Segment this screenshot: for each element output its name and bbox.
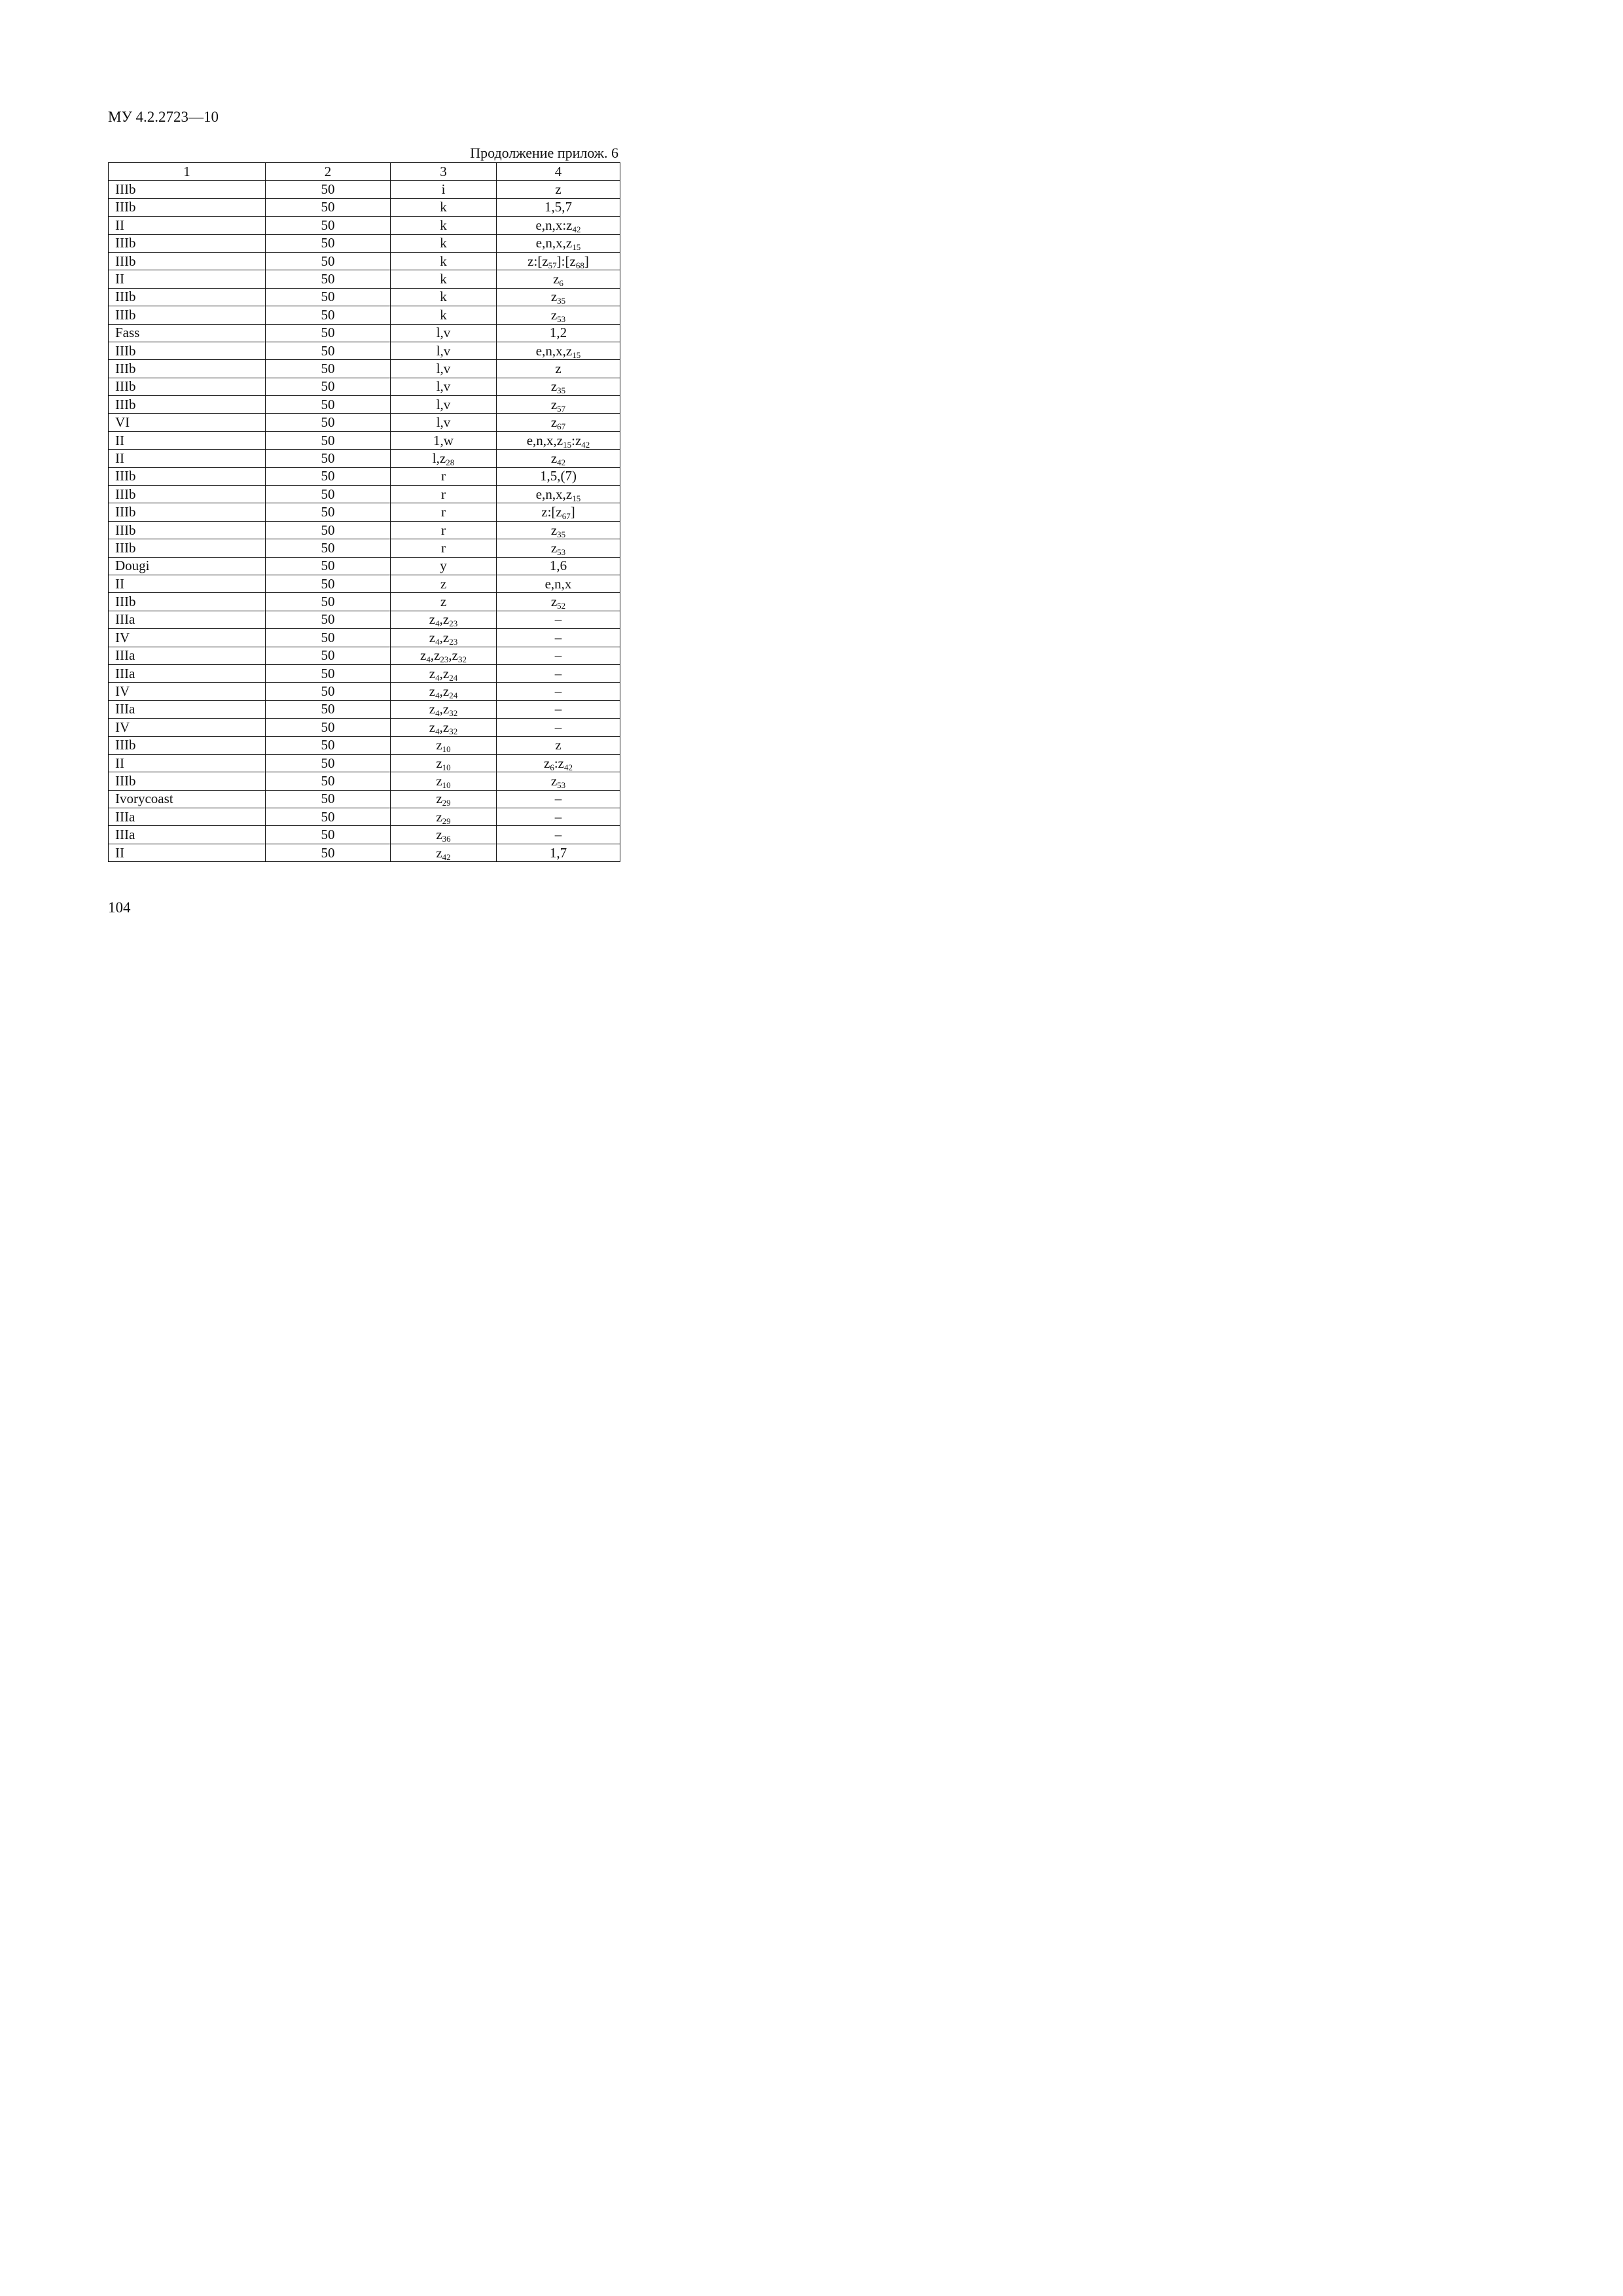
table-row xyxy=(109,629,620,647)
serogroup-cell: 50 xyxy=(266,700,391,718)
phase1-cell: $z_{29}$ xyxy=(391,808,497,826)
phase1-cell: $z_{10}$ xyxy=(391,754,497,772)
phase2-cell: $z:[z_{67}]$ xyxy=(497,503,620,521)
phase2-cell: – xyxy=(497,647,620,664)
serogroup-cell: 50 xyxy=(266,664,391,682)
group-cell: II xyxy=(109,575,266,592)
table-row xyxy=(109,808,620,826)
phase2-cell: z xyxy=(497,181,620,198)
group-cell: IIIb xyxy=(109,342,266,359)
phase2-cell: – xyxy=(497,808,620,826)
serogroup-cell: 50 xyxy=(266,414,391,431)
column-header-2: 2 xyxy=(266,163,391,181)
serogroup-cell: 50 xyxy=(266,808,391,826)
phase2-cell: $e,n,x,z_{15}:z_{42}$ xyxy=(497,431,620,449)
table-row xyxy=(109,790,620,808)
column-header-1: 1 xyxy=(109,163,266,181)
phase2-cell: – xyxy=(497,700,620,718)
group-cell: IIIa xyxy=(109,611,266,628)
phase1-cell: $z_{36}$ xyxy=(391,826,497,844)
group-cell: II xyxy=(109,450,266,467)
phase1-cell: l,v xyxy=(391,360,497,378)
phase1-cell: l,v xyxy=(391,378,497,395)
table-row xyxy=(109,575,620,592)
serogroup-cell: 50 xyxy=(266,234,391,252)
phase2-cell: 1,5,(7) xyxy=(497,467,620,485)
phase1-cell: 1,w xyxy=(391,431,497,449)
serogroup-cell: 50 xyxy=(266,181,391,198)
group-cell: II xyxy=(109,270,266,288)
serogroup-cell: 50 xyxy=(266,431,391,449)
group-cell: Fass xyxy=(109,324,266,342)
group-cell: II xyxy=(109,217,266,234)
serogroup-cell: 50 xyxy=(266,754,391,772)
table-row xyxy=(109,198,620,216)
group-cell: IIIb xyxy=(109,736,266,754)
phase2-cell: e,n,x xyxy=(497,575,620,592)
group-cell: IIIb xyxy=(109,396,266,414)
table-row xyxy=(109,360,620,378)
phase2-cell: $z_{35}$ xyxy=(497,521,620,539)
group-cell: IIIb xyxy=(109,252,266,270)
group-cell: IIIb xyxy=(109,378,266,395)
phase2-cell: $z_6$ xyxy=(497,270,620,288)
group-cell: II xyxy=(109,431,266,449)
group-cell: IIIb xyxy=(109,234,266,252)
phase1-cell: k xyxy=(391,252,497,270)
phase2-cell: – xyxy=(497,629,620,647)
phase2-cell: $z_{52}$ xyxy=(497,593,620,611)
serogroup-cell: 50 xyxy=(266,772,391,790)
table-caption: Продолжение прилож. 6 xyxy=(470,145,618,161)
phase2-cell: $e,n,x,z_{15}$ xyxy=(497,486,620,503)
phase1-cell: $z_4,z_{32}$ xyxy=(391,700,497,718)
serogroup-cell: 50 xyxy=(266,736,391,754)
serogroup-cell: 50 xyxy=(266,360,391,378)
table-row xyxy=(109,826,620,844)
phase1-cell: $z_4,z_{24}$ xyxy=(391,664,497,682)
table-row xyxy=(109,557,620,575)
group-cell: IIIa xyxy=(109,700,266,718)
table-row xyxy=(109,611,620,628)
table-row xyxy=(109,844,620,861)
table-row xyxy=(109,664,620,682)
phase1-cell: $z_{42}$ xyxy=(391,844,497,861)
serogroup-cell: 50 xyxy=(266,790,391,808)
group-cell: IIIb xyxy=(109,467,266,485)
group-cell: IV xyxy=(109,629,266,647)
phase1-cell: r xyxy=(391,539,497,557)
serogroup-cell: 50 xyxy=(266,844,391,861)
table-row xyxy=(109,683,620,700)
group-cell: IIIb xyxy=(109,503,266,521)
serogroup-cell: 50 xyxy=(266,198,391,216)
serogroup-cell: 50 xyxy=(266,575,391,592)
phase2-cell: $z:[z_{57}]:[z_{68}]$ xyxy=(497,252,620,270)
group-cell: IV xyxy=(109,719,266,736)
serogroup-cell: 50 xyxy=(266,450,391,467)
phase1-cell: k xyxy=(391,198,497,216)
group-cell: IIIb xyxy=(109,593,266,611)
phase1-cell: l,v xyxy=(391,396,497,414)
document-code: МУ 4.2.2723—10 xyxy=(108,109,219,125)
table-row xyxy=(109,324,620,342)
table-row xyxy=(109,772,620,790)
serogroup-cell: 50 xyxy=(266,521,391,539)
column-header-3: 3 xyxy=(391,163,497,181)
group-cell: II xyxy=(109,754,266,772)
phase2-cell: – xyxy=(497,719,620,736)
table-row xyxy=(109,252,620,270)
table-row xyxy=(109,396,620,414)
phase2-cell: – xyxy=(497,611,620,628)
phase2-cell: $e,n,x:z_{42}$ xyxy=(497,217,620,234)
table-row xyxy=(109,736,620,754)
phase2-cell: $z_{42}$ xyxy=(497,450,620,467)
group-cell: IIIb xyxy=(109,521,266,539)
serogroup-cell: 50 xyxy=(266,486,391,503)
serogroup-cell: 50 xyxy=(266,288,391,306)
table-row xyxy=(109,234,620,252)
serogroup-cell: 50 xyxy=(266,270,391,288)
phase1-cell: k xyxy=(391,234,497,252)
table-row xyxy=(109,181,620,198)
phase1-cell: $z_{10}$ xyxy=(391,736,497,754)
phase1-cell: k xyxy=(391,270,497,288)
table-row xyxy=(109,342,620,359)
serogroup-cell: 50 xyxy=(266,593,391,611)
phase1-cell: r xyxy=(391,467,497,485)
phase1-cell: z xyxy=(391,575,497,592)
serogroup-cell: 50 xyxy=(266,467,391,485)
table-row xyxy=(109,521,620,539)
phase1-cell: l,v xyxy=(391,414,497,431)
serogroup-cell: 50 xyxy=(266,503,391,521)
phase1-cell: k xyxy=(391,288,497,306)
phase1-cell: $z_4,z_{23},z_{32}$ xyxy=(391,647,497,664)
serogroup-cell: 50 xyxy=(266,647,391,664)
column-header-4: 4 xyxy=(497,163,620,181)
serogroup-cell: 50 xyxy=(266,611,391,628)
phase2-cell: z xyxy=(497,736,620,754)
phase1-cell: r xyxy=(391,486,497,503)
phase1-cell: r xyxy=(391,521,497,539)
phase1-cell: $z_4,z_{32}$ xyxy=(391,719,497,736)
table-row xyxy=(109,719,620,736)
phase1-cell: $z_4,z_{23}$ xyxy=(391,629,497,647)
table-row xyxy=(109,288,620,306)
phase2-cell: – xyxy=(497,790,620,808)
phase1-cell: $z_4,z_{24}$ xyxy=(391,683,497,700)
serogroup-cell: 50 xyxy=(266,217,391,234)
group-cell: IIIb xyxy=(109,306,266,324)
group-cell: IIIa xyxy=(109,647,266,664)
phase2-cell: $z_{35}$ xyxy=(497,288,620,306)
phase1-cell: l,v xyxy=(391,342,497,359)
table-row xyxy=(109,450,620,467)
serogroup-cell: 50 xyxy=(266,719,391,736)
group-cell: IIIb xyxy=(109,486,266,503)
serogroup-cell: 50 xyxy=(266,539,391,557)
table-row xyxy=(109,270,620,288)
phase1-cell: r xyxy=(391,503,497,521)
table-row xyxy=(109,306,620,324)
group-cell: IIIa xyxy=(109,826,266,844)
phase2-cell: $z_{57}$ xyxy=(497,396,620,414)
group-cell: IIIb xyxy=(109,198,266,216)
phase1-cell: z xyxy=(391,593,497,611)
table-row xyxy=(109,593,620,611)
table-body xyxy=(109,163,620,862)
group-cell: IIIb xyxy=(109,181,266,198)
phase2-cell: $z_{53}$ xyxy=(497,772,620,790)
table-row xyxy=(109,467,620,485)
phase2-cell: $z_{35}$ xyxy=(497,378,620,395)
table-row xyxy=(109,539,620,557)
phase2-cell: 1,6 xyxy=(497,557,620,575)
table-row xyxy=(109,754,620,772)
table-row xyxy=(109,647,620,664)
serogroup-cell: 50 xyxy=(266,683,391,700)
serogroup-cell: 50 xyxy=(266,324,391,342)
phase2-cell: $e,n,x,z_{15}$ xyxy=(497,342,620,359)
phase2-cell: $z_{53}$ xyxy=(497,539,620,557)
phase1-cell: $z_{10}$ xyxy=(391,772,497,790)
table-row xyxy=(109,431,620,449)
phase2-cell: $z_6:z_{42}$ xyxy=(497,754,620,772)
page-number: 104 xyxy=(108,899,131,916)
phase2-cell: 1,5,7 xyxy=(497,198,620,216)
serogroup-cell: 50 xyxy=(266,826,391,844)
group-cell: IIIb xyxy=(109,772,266,790)
group-cell: IIIa xyxy=(109,664,266,682)
table-row xyxy=(109,217,620,234)
phase1-cell: $z_4,z_{23}$ xyxy=(391,611,497,628)
phase2-cell: $e,n,x,z_{15}$ xyxy=(497,234,620,252)
phase1-cell: k xyxy=(391,306,497,324)
group-cell: VI xyxy=(109,414,266,431)
phase2-cell: 1,7 xyxy=(497,844,620,861)
table-header-row xyxy=(109,163,620,181)
serogroup-cell: 50 xyxy=(266,557,391,575)
phase1-cell: y xyxy=(391,557,497,575)
phase1-cell: l,v xyxy=(391,324,497,342)
phase2-cell: z xyxy=(497,360,620,378)
serogroup-cell: 50 xyxy=(266,629,391,647)
serogroup-cell: 50 xyxy=(266,252,391,270)
phase1-cell: $z_{29}$ xyxy=(391,790,497,808)
group-cell: IV xyxy=(109,683,266,700)
group-cell: IIIb xyxy=(109,360,266,378)
group-cell: Dougi xyxy=(109,557,266,575)
group-cell: IIIb xyxy=(109,539,266,557)
table-row xyxy=(109,414,620,431)
table-row xyxy=(109,486,620,503)
group-cell: IIIb xyxy=(109,288,266,306)
group-cell: Ivorycoast xyxy=(109,790,266,808)
table-row xyxy=(109,503,620,521)
phase2-cell: – xyxy=(497,683,620,700)
serogroup-cell: 50 xyxy=(266,396,391,414)
serogroup-cell: 50 xyxy=(266,378,391,395)
phase2-cell: – xyxy=(497,826,620,844)
phase1-cell: $l,z_{28}$ xyxy=(391,450,497,467)
phase1-cell: i xyxy=(391,181,497,198)
phase2-cell: – xyxy=(497,664,620,682)
appendix-table xyxy=(108,162,620,862)
phase2-cell: $z_{67}$ xyxy=(497,414,620,431)
phase2-cell: 1,2 xyxy=(497,324,620,342)
phase2-cell: $z_{53}$ xyxy=(497,306,620,324)
phase1-cell: k xyxy=(391,217,497,234)
serogroup-cell: 50 xyxy=(266,306,391,324)
table-row xyxy=(109,378,620,395)
table-row xyxy=(109,700,620,718)
serogroup-cell: 50 xyxy=(266,342,391,359)
group-cell: II xyxy=(109,844,266,861)
group-cell: IIIa xyxy=(109,808,266,826)
